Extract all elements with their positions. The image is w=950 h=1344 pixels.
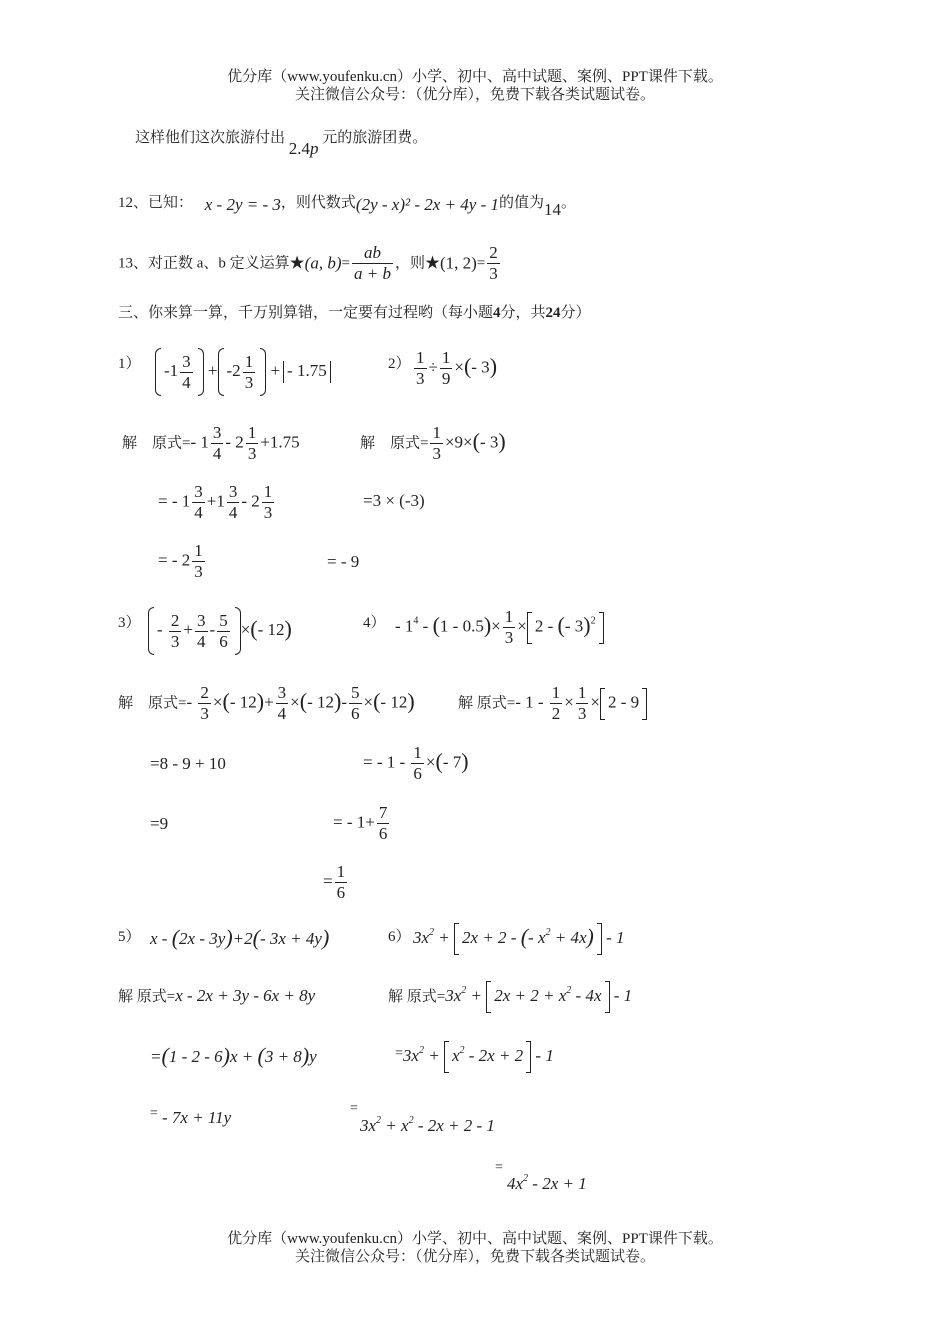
p2-solution-step-1: 解 原式= $\frac{1}{3}$ ×9×(- 3) [360,423,506,463]
p1-solution-step-1: 解 原式=- 1 $\frac{3}{4}$ - 2 $\frac{1}{3}$ +1.75 [122,423,300,463]
p4-solution-step-2: = - 1 - $\frac{1}{6}$ ×(- 7) [363,743,469,783]
p3-solution-step-1: 解 原式=- $\frac{2}{3}$ ×(- 12)+ $\frac{3}{4}$ ×(- 12)- $\frac{5}{6}$ ×(- 12) [118,683,415,723]
q12-expression: (2y - x)² - 2x + 4y - 1 [355,195,499,214]
p2-solution-step-2: =3 × (-3) [363,491,425,510]
q13-answer-fraction: $\frac{2}{3}$ [489,243,498,283]
footer-line-2: 关注微信公众号：（优分库），免费下载各类试题试卷。 [294,1249,655,1265]
question-13: 13、对正数 a、b 定义运算★(a, b)= $\frac{ab}{a + b}$ ，则★(1, 2)= $\frac{2}{3}$ [118,243,498,283]
header-line-2: 关注微信公众号：（优分库），免费下载各类试题试卷。 [294,87,655,103]
p4-solution-step-3: = - 1+ $\frac{7}{6}$ [333,803,388,843]
tour-fee-line: 这样他们这次旅游付出 2.4p 元的旅游团费。 [135,130,428,158]
p5-solution-step-3-expr: - 7x + 11y [162,1108,232,1127]
p3-label: 3） [118,615,141,631]
q12-condition: x - 2y = - 3 [204,195,281,214]
question-12: 12、已知： x - 2y = - 3，则代数式(2y - x)² - 2x + 4y - 1的值为14。 [118,195,577,219]
p1-solution-step-3: = - 2 $\frac{1}{3}$ [158,541,203,581]
p4-solution-step-4: = $\frac{1}{6}$ [323,862,346,902]
p1-solution-step-2: = - 1 $\frac{3}{4}$ +1 $\frac{3}{4}$ - 2 $\frac{1}{3}$ [158,482,273,522]
p5-solution-step-1: 解 原式=x - 2x + 3y - 6x + 8y [118,986,316,1005]
p6-solution-step-4: $4x^2 - 2x + 1$ [507,1173,587,1193]
p2-solution-step-3: = - 9 [327,552,360,571]
p3-solution-step-2: =8 - 9 + 10 [150,754,226,773]
p3-problem: - $\frac{2}{3}$ + $\frac{3}{4}$ - $\frac{5}{6}$ ×(- 12) [148,607,292,655]
p6-problem: $3x^2 + 2x + 2$ - (- $x^2 + 4x) - 1$ [413,922,625,955]
p6-solution-step-3-eq: = [350,1101,358,1116]
q13-definition-fraction: $\frac{ab}{a + b}$ [353,243,391,283]
p5-solution-step-3: = [150,1106,158,1121]
p4-solution-step-1: 解 原式=- 1 - $\frac{1}{2}$ × $\frac{1}{3}$ × 2 - 9 [458,683,647,724]
p4-problem: - $1^4 - (1 - 0.5)\times$ $\frac{1}{3}$ × 2 - (- 3)$^2$ [395,607,604,648]
p5-solution-step-2: =(1 - 2 - 6)x + (3 + 8)y [150,1043,317,1068]
footer-line-1: 优分库（www.youfenku.cn）小学、初中、高中试题、案例、PPT课件下载。 [227,1231,723,1247]
section-3-title: 三、你来算一算，千万别算错，一定要有过程哟（每小题4分，共24分） [118,305,591,321]
p2-problem: $\frac{1}{3}$ ÷ $\frac{1}{9}$ ×(- 3) [416,348,498,388]
p1-label: 1） [118,356,141,372]
q12-answer: 14 [544,200,561,219]
p5-label: 5） [118,929,141,945]
p2-label: 2） [388,356,411,372]
p6-label: 6） [388,929,411,945]
p6-solution-step-2: $^=3x^2 + x^2 - 2x + 2 - 1$ [395,1040,554,1073]
p6-solution-step-1: 解 原式$=3x^2 + 2x + 2 + x^2 - 4x - 1$ [388,980,632,1013]
p1-problem: -1 $\frac{3}{4}$ + -2 $\frac{1}{3}$ + - 1.75 [155,348,334,396]
p6-solution-step-3: $3x^2 + x^2 - 2x + 2 - 1$ [360,1115,495,1135]
header-line-1: 优分库（www.youfenku.cn）小学、初中、高中试题、案例、PPT课件下载。 [227,69,723,85]
p4-label: 4） [363,615,386,631]
p6-solution-step-4-eq: = [495,1160,503,1175]
p3-solution-step-3: =9 [150,814,169,833]
p5-problem: x - (2x - 3y)+2(- 3x + 4y) [150,925,330,950]
